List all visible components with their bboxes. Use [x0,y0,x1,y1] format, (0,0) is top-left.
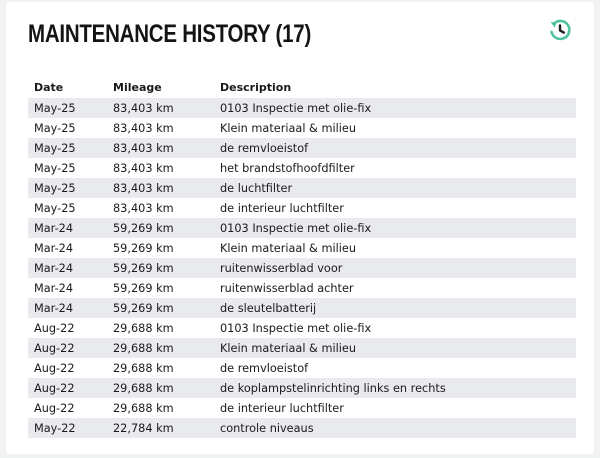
cell-date: Mar-24 [34,301,74,315]
cell-date: May-22 [34,421,76,435]
history-button[interactable] [546,16,574,44]
cell-description: Klein materiaal & milieu [220,241,356,255]
maintenance-history-card [6,2,594,454]
cell-date: Mar-24 [34,281,74,295]
table-row [28,238,576,258]
table-row [28,198,576,218]
table-row [28,158,576,178]
table-row [28,378,576,398]
cell-description: de remvloeistof [220,361,309,375]
cell-date: Aug-22 [34,341,75,355]
cell-mileage: 83,403 km [113,141,174,155]
cell-date: May-25 [34,161,76,175]
cell-mileage: 83,403 km [113,101,174,115]
cell-mileage: 29,688 km [113,381,174,395]
table-row [28,318,576,338]
cell-description: het brandstofhoofdfilter [220,161,355,175]
cell-mileage: 59,269 km [113,281,174,295]
cell-description: de sleutelbatterij [220,301,317,315]
cell-description: 0103 Inspectie met olie-fix [220,321,372,335]
cell-description: ruitenwisserblad achter [220,281,354,295]
cell-date: Mar-24 [34,221,74,235]
cell-mileage: 22,784 km [113,421,174,435]
cell-date: Aug-22 [34,321,75,335]
cell-description: de koplampstelinrichting links en rechts [220,381,446,395]
cell-mileage: 59,269 km [113,241,174,255]
cell-description: de luchtfilter [220,181,293,195]
cell-mileage: 83,403 km [113,181,174,195]
header-description: Description [220,80,292,94]
table-row [28,338,576,358]
cell-date: Mar-24 [34,261,74,275]
cell-description: 0103 Inspectie met olie-fix [220,101,372,115]
cell-mileage: 29,688 km [113,341,174,355]
cell-description: Klein materiaal & milieu [220,121,356,135]
cell-date: May-25 [34,101,76,115]
table-body [28,98,576,438]
table-row [28,278,576,298]
cell-mileage: 59,269 km [113,301,174,315]
table-row [28,258,576,278]
table-row [28,418,576,438]
cell-mileage: 83,403 km [113,161,174,175]
cell-mileage: 83,403 km [113,121,174,135]
cell-mileage: 29,688 km [113,361,174,375]
cell-description: ruitenwisserblad voor [220,261,343,275]
header-date: Date [34,80,64,94]
cell-description: de interieur luchtfilter [220,401,344,415]
table-row [28,218,576,238]
cell-date: May-25 [34,121,76,135]
table-row [28,358,576,378]
header-mileage: Mileage [113,80,162,94]
table-row [28,138,576,158]
table-row [28,398,576,418]
table-row [28,178,576,198]
cell-description: Klein materiaal & milieu [220,341,356,355]
cell-date: Aug-22 [34,401,75,415]
cell-description: de interieur luchtfilter [220,201,344,215]
cell-date: Mar-24 [34,241,74,255]
table-row [28,118,576,138]
cell-mileage: 59,269 km [113,261,174,275]
cell-date: May-25 [34,201,76,215]
table-row [28,98,576,118]
cell-date: May-25 [34,181,76,195]
cell-date: Aug-22 [34,381,75,395]
cell-description: de remvloeistof [220,141,309,155]
history-icon [547,17,573,43]
table-header [28,76,576,98]
cell-date: May-25 [34,141,76,155]
table-row [28,298,576,318]
cell-date: Aug-22 [34,361,75,375]
cell-mileage: 59,269 km [113,221,174,235]
card-title: MAINTENANCE HISTORY (17) [28,20,312,48]
cell-description: controle niveaus [220,421,314,435]
cell-mileage: 29,688 km [113,401,174,415]
cell-description: 0103 Inspectie met olie-fix [220,221,372,235]
maintenance-table [28,76,576,438]
cell-mileage: 83,403 km [113,201,174,215]
cell-mileage: 29,688 km [113,321,174,335]
